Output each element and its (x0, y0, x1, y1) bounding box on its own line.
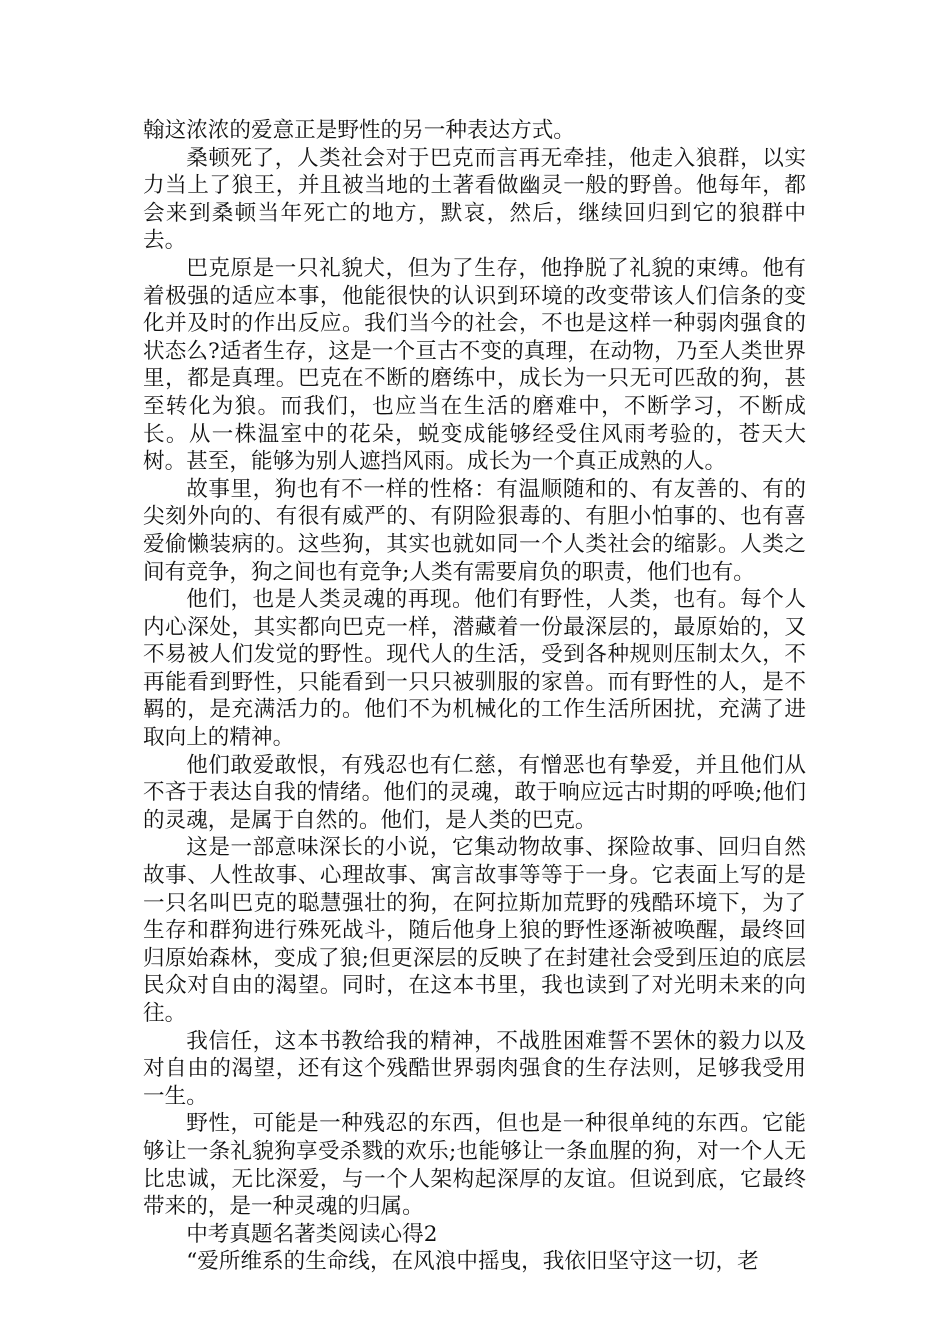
paragraph-buck-adaptation: 巴克原是一只礼貌犬，但为了生存，他挣脱了礼貌的束缚。他有着极强的适应本事，他能很快的认识到环境的改变带该人们信条的变化并及时的作出反应。我们当今的社会，不也是这样一种弱肉强食的状态么?适者生存，这是一个亘古不变的真理，在动物，乃至人类世界里，都是真理。巴克在不断的磨练中，成长为一只无可匹敌的狗，甚至转化为狼。而我们，也应当在生活的磨难中，不断学习，不断成长。从一株温室中的花朵，蜕变成能够经受住风雨考验的，苍天大树。甚至，能够为别人遮挡风雨。成长为一个真正成熟的人。 (143, 255, 806, 475)
document-body (143, 117, 806, 1276)
paragraph-thornton-death: 桑顿死了，人类社会对于巴克而言再无牵挂，他走入狼群，以实力当上了狼王，并且被当地的土著看做幽灵一般的野兽。他每年，都会来到桑顿当年死亡的地方，默哀，然后，继续回归到它的狼群中去。 (143, 145, 806, 254)
paragraph-continuation: 翰这浓浓的爱意正是野性的另一种表达方式。 (143, 118, 575, 143)
paragraph-dog-personalities: 故事里，狗也有不一样的性格：有温顺随和的、有友善的、有的尖刻外向的、有很有威严的、有阴险狠毒的、有胆小怕事的、也有喜爱偷懒装病的。这些狗，其实也就如同一个人类社会的缩影。人类之间有竞争，狗之间也有竞争;人类有需要肩负的职责，他们也有。 (143, 476, 806, 585)
paragraph-novel-summary: 这是一部意味深长的小说，它集动物故事、探险故事、回归自然故事、人性故事、心理故事、寓言故事等等于一身。它表面上写的是一只名叫巴克的聪慧强壮的狗，在阿拉斯加荒野的残酷环境下，为了生存和群狗进行殊死战斗，随后他身上狼的野性逐渐被唤醒，最终回归原始森林，变成了狼;但更深层的反映了在封建社会受到压迫的底层民众对自由的渴望。同时，在这本书里，我也读到了对光明未来的向往。 (143, 835, 806, 1026)
paragraph-belief: 我信任，这本书教给我的精神，不战胜困难誓不罢休的毅力以及对自由的渴望，还有这个残酷世界弱肉强食的生存法则，足够我受用一生。 (143, 1028, 806, 1109)
paragraph-love-hate: 他们敢爱敢恨，有残忍也有仁慈，有憎恶也有挚爱，并且他们从不吝于表达自我的情绪。他们的灵魂，敢于响应远古时期的呼唤;他们的灵魂，是属于自然的。他们，是人类的巴克。 (143, 752, 806, 833)
paragraph-quote-start: “爱所维系的生命线，在风浪中摇曳，我依旧坚守这一切，老 (186, 1249, 759, 1275)
section-heading: 中考真题名著类阅读心得2 (186, 1221, 438, 1247)
paragraph-wildness: 野性，可能是一种残忍的东西，但也是一种很单纯的东西。它能够让一条礼貌狗享受杀戮的欢乐;也能够让一条血腥的狗，对一个人无比忠诚，无比深爱，与一个人架构起深厚的友谊。但说到底，它最终带来的，是一种灵魂的归属。 (143, 1111, 806, 1220)
paragraph-human-soul: 他们，也是人类灵魂的再现。他们有野性，人类，也有。每个人内心深处，其实都向巴克一样，潜藏着一份最深层的，最原始的，又不易被人们发觉的野性。现代人的生活，受到各种规则压制太久，不再能看到野性，只能看到一只只被驯服的家兽。而有野性的人，是不羁的，是充满活力的。他们不为机械化的工作生活所困扰，充满了进取向上的精神。 (143, 587, 806, 751)
